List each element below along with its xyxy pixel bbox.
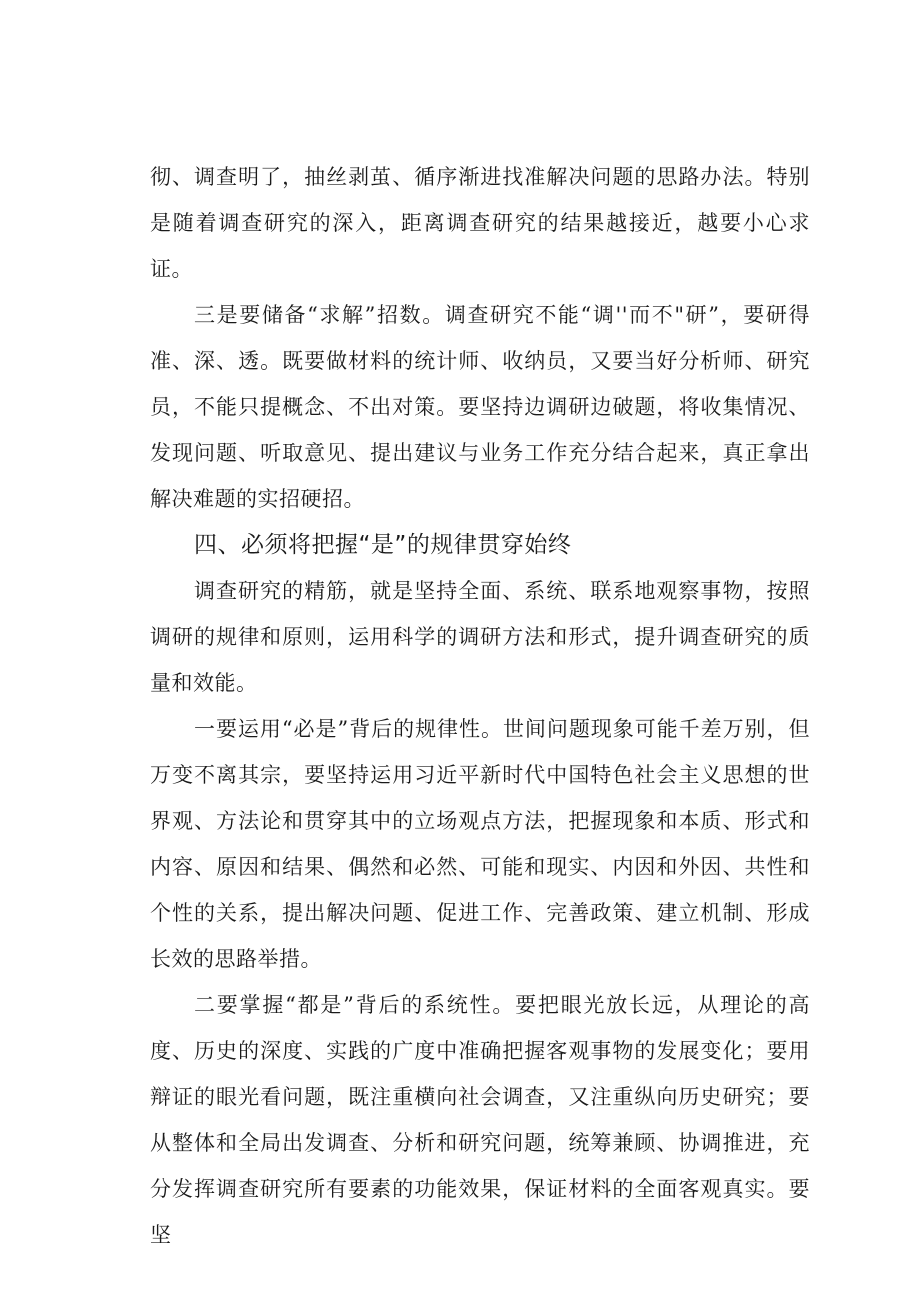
paragraph-regularity: 一要运用“必是”背后的规律性。世间问题现象可能千差万别，但万变不离其宗，要坚持运用习近平新时代中国特色社会主义思想的世界观、方法论和贯穿其中的立场观点方法，把握现象和本质、形式和内容、原因和结果、偶然和必然、可能和现实、内因和外因、共性和个性的关系，提出解决问题、促进工作、完善政策、建立机制、形成长效的思路举措。 [150,717,810,971]
paragraph-systematicness: 二要掌握“都是”背后的系统性。要把眼光放长远，从理论的高度、历史的深度、实践的广度中准确把握客观事物的发展变化；要用辩证的眼光看问题，既注重横向社会调查，又注重纵向历史研究；要从整体和全局出发调查、分析和研究问题，统筹兼顾、协调推进，充分发挥调查研究所有要素的功能效果，保证材料的全面客观真实。要坚 [150,993,810,1247]
paragraph-solution-methods: 三是要储备“求解”招数。调查研究不能“调''而不"研”，要研得准、深、透。既要做材料的统计师、收纳员，又要当好分析师、研究员，不能只提概念、不出对策。要坚持边调研边破题，将收集情况、发现问题、听取意见、提出建议与业务工作充分结合起来，真正拿出解决难题的实招硬招。 [150,303,810,511]
paragraph-section-intro: 调查研究的精筋，就是坚持全面、系统、联系地观察事物，按照调研的规律和原则，运用科学的调研方法和形式，提升调查研究的质量和效能。 [150,579,810,695]
section-heading: 四、必须将把握“是”的规律贯穿始终 [194,532,572,558]
document-body [150,154,810,1258]
paragraph-continuation: 彻、调查明了，抽丝剥茧、循序渐进找准解决问题的思路办法。特别是随着调查研究的深入，距离调查研究的结果越接近，越要小心求证。 [150,165,810,281]
